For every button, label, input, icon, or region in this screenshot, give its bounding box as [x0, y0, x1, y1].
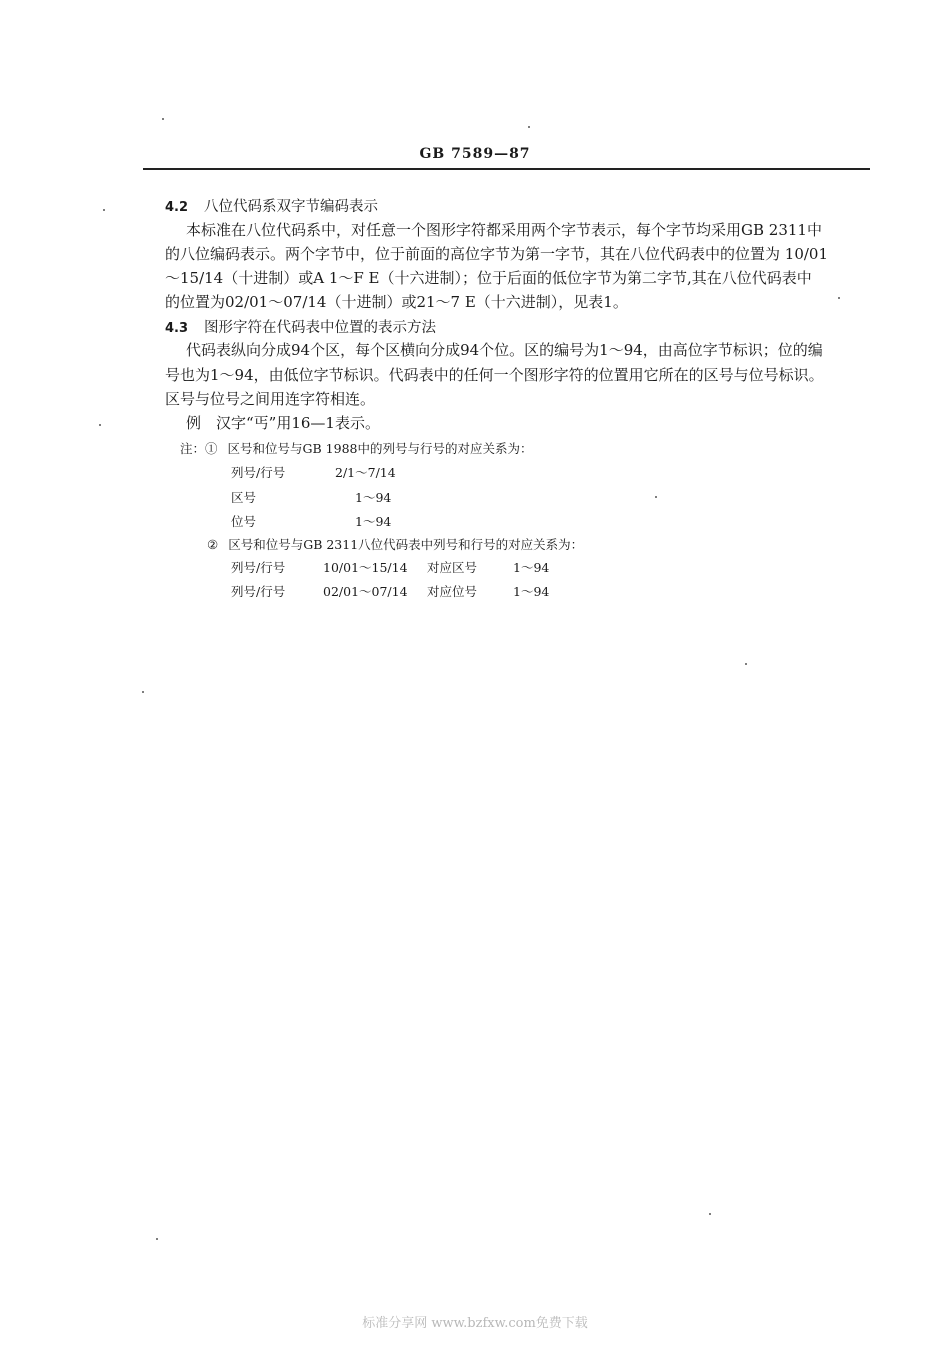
note-1-marker: ① — [205, 441, 218, 456]
scan-speck — [528, 126, 530, 128]
note-1-row-value: 1～94 — [355, 514, 392, 529]
scan-speck — [838, 297, 840, 299]
note-2-row-mapped: 对应区号 — [427, 560, 478, 575]
note-1-row-label: 区号 — [231, 490, 257, 505]
note-2-text: 区号和位号与GB 2311八位代码表中列号和行号的对应关系为： — [228, 537, 584, 552]
section-4-2-line: 的位置为02/01～07/14（十进制）或21～7 E（十六进制），见表1。 — [165, 293, 628, 311]
section-4-3-number: 4.3 — [165, 321, 189, 336]
section-4-2-heading — [165, 195, 378, 216]
note-1-row-value: 1～94 — [355, 490, 392, 505]
section-4-3-line: 区号与位号之间用连字符相连。 — [165, 390, 376, 408]
section-4-3-heading — [165, 316, 436, 337]
section-4-3-title: 图形字符在代码表中位置的表示方法 — [204, 320, 437, 336]
scan-speck — [709, 1213, 711, 1215]
note-2-row-value: 1～94 — [513, 560, 550, 575]
note-1 — [180, 439, 532, 457]
section-4-2-line: ～15/14（十进制）或A 1～F E（十六进制）；位于后面的低位字节为第二字节,其在八位代码表中 — [165, 269, 812, 287]
note-2-row-label: 列号/行号 — [231, 584, 286, 599]
section-4-2-line: 的八位编码表示。两个字节中，位于前面的高位字节为第一字节，其在八位代码表中的位置为 10/01 — [165, 245, 828, 263]
note-2-row-value: 1～94 — [513, 584, 550, 599]
scan-speck — [142, 691, 144, 693]
note-2-marker: ② — [207, 537, 219, 552]
scan-speck — [103, 209, 105, 211]
note-2 — [207, 535, 583, 553]
scan-speck — [99, 424, 101, 426]
section-4-2-title: 八位代码系双字节编码表示 — [204, 199, 379, 215]
document-number: GB 7589—87 — [419, 146, 531, 162]
section-4-2-line: 本标准在八位代码系中，对任意一个图形字符都采用两个字节表示，每个字节均采用GB 2311中 — [186, 221, 822, 239]
scan-speck — [745, 663, 747, 665]
scan-speck — [655, 496, 657, 498]
watermark-footer: 标准分享网 www.bzfxw.com免费下载 — [362, 1316, 588, 1331]
example-line: 例 汉字“丐”用16—1表示。 — [186, 414, 380, 432]
section-4-2-number: 4.2 — [165, 200, 189, 215]
note-2-row-mapped: 对应位号 — [427, 584, 478, 599]
note-1-row-value: 2/1～7/14 — [335, 465, 396, 480]
note-2-row-range: 10/01～15/14 — [323, 560, 408, 575]
note-2-row-range: 02/01～07/14 — [323, 584, 408, 599]
note-1-row-label: 列号/行号 — [231, 465, 286, 480]
scan-speck — [162, 118, 164, 120]
header-rule — [143, 168, 870, 170]
notes-label: 注： — [180, 441, 206, 456]
section-4-3-line: 代码表纵向分成94个区，每个区横向分成94个位。区的编号为1～94，由高位字节标识；位的编 — [186, 341, 823, 359]
note-1-text: 区号和位号与GB 1988中的列号与行号的对应关系为： — [227, 441, 533, 456]
note-2-row-label: 列号/行号 — [231, 560, 286, 575]
section-4-3-line: 号也为1～94，由低位字节标识。代码表中的任何一个图形字符的位置用它所在的区号与位号标识。 — [165, 366, 824, 384]
scan-speck — [156, 1238, 158, 1240]
note-1-row-label: 位号 — [231, 514, 257, 529]
